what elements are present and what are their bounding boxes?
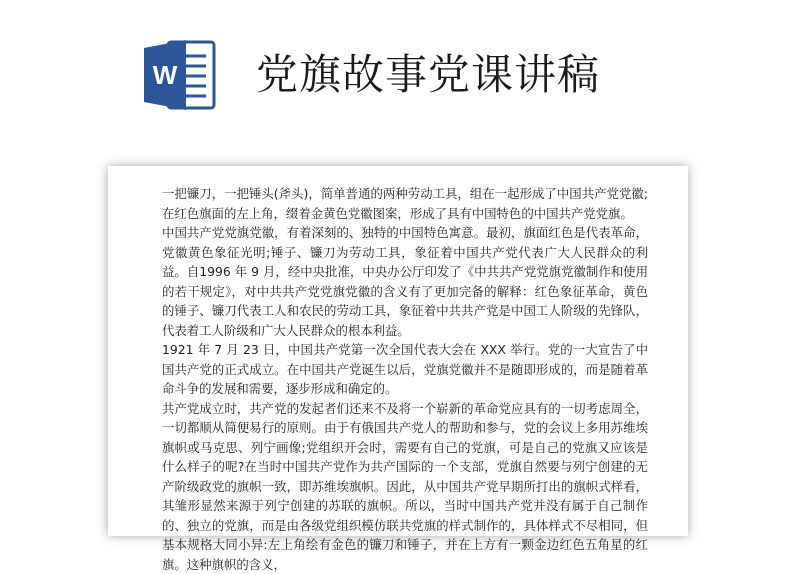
word-document-icon — [142, 36, 220, 114]
paragraph: 共产党成立时，共产党的发起者们还来不及将一个崭新的革命党应具有的一切考虑周全，一切都顺从简便易行的原则。由于有俄国共产党人的帮助和参与，党的会议上多用苏维埃旗帜或马克思、列宁画像;党组织开会时，需要有自己的党旗，可是自己的党旗又应该是什么样子的呢?在当时中国共产党作为共产国际的一个支部，党旗自然要与列宁创建的无产阶级政党的旗帜一致，即苏维埃旗帜。因此，从中国共产党早期所打出的旗帜式样看，其雏形显然来源于列宁创建的苏联的旗帜。所以，当时中国共产党并没有属于自己制作的、独立的党旗，而是由各级党组织模仿联共党旗的样式制作的，具体样式不尽相同，但基本规格大同小异:左上角绘有金色的镰刀和锤子，并在上方有一颗金边红色五角星的红旗。这种旗帜的含义， — [162, 399, 648, 574]
document-title: 党旗故事党课讲稿 — [256, 46, 600, 104]
paragraph: 一把镰刀，一把锤头(斧头)，简单普通的两种劳动工具，组在一起形成了中国共产党党徽;在红色旗面的左上角，缀着金黄色党徽图案，形成了具有中国特色的中国共产党党旗。 — [162, 184, 648, 223]
paragraph: 中国共产党党旗党徽，有着深刻的、独特的中国特色寓意。最初，旗面红色是代表革命，党徽黄色象征光明;锤子、镰刀为劳动工具，象征着中国共产党代表广大人民群众的利益。自1996 年 9 月，经中央批准，中央办公厅印发了《中共共产党党旗党徽制作和使用的若干规定》，对中共共产党党旗党徽的含义有了更加完备的解释：红色象征革命，黄色的锤子、镰刀代表工人和农民的劳动工具，象征着中共共产党是中国工人阶级的先锋队，代表着工人阶级和广大人民群众的根本利益。 — [162, 223, 648, 340]
paragraph: 1921 年 7 月 23 日，中国共产党第一次全国代表大会在 XXX 举行。党的一大宣告了中国共产党的正式成立。在中国共产党诞生以后，党旗党徽并不是随即形成的，而是随着革命斗争的发展和需要，逐步形成和确定的。 — [162, 340, 648, 399]
document-body — [162, 184, 648, 574]
svg-text:W: W — [153, 60, 178, 90]
document-header — [0, 0, 800, 160]
